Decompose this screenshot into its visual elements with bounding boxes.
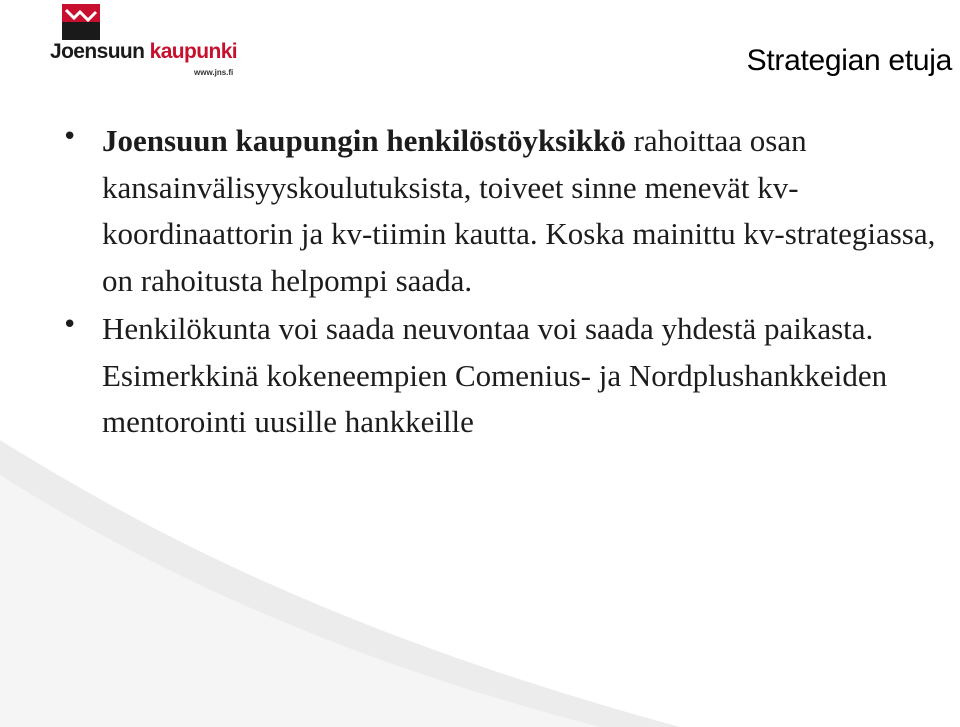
bullet-list [62,118,948,446]
logo-url: www.jns.fi [194,68,234,77]
logo-wordmark [50,41,237,62]
bullet-lead: Joensuun kaupungin henkilöstöyksikkö [102,123,626,158]
logo-name-part1: Joensuun [50,40,145,63]
bullet-dot-icon: • [62,310,78,340]
bullet-item [62,306,948,446]
bullet-item [62,118,948,304]
bullet-text: Henkilökunta voi saada neuvontaa voi saada yhdestä paikasta. Esimerkkinä kokeneempien Comenius- ja Nordplushankkeiden mentorointi uusille hankkeille [102,311,888,439]
bullet-dot-icon: • [62,122,78,152]
slide-title: Strategian etuja [746,44,952,77]
logo-name-part2: kaupunki [149,40,238,63]
coat-of-arms-icon [60,2,102,42]
bullet-text: rahoittaa osan kansainvälisyyskoulutuksista, toiveet sinne menevät kv-koordinaattorin ja kv-tiimin kautta. Koska mainittu kv-strategiassa, on rahoitusta helpompi saada. [102,123,936,298]
